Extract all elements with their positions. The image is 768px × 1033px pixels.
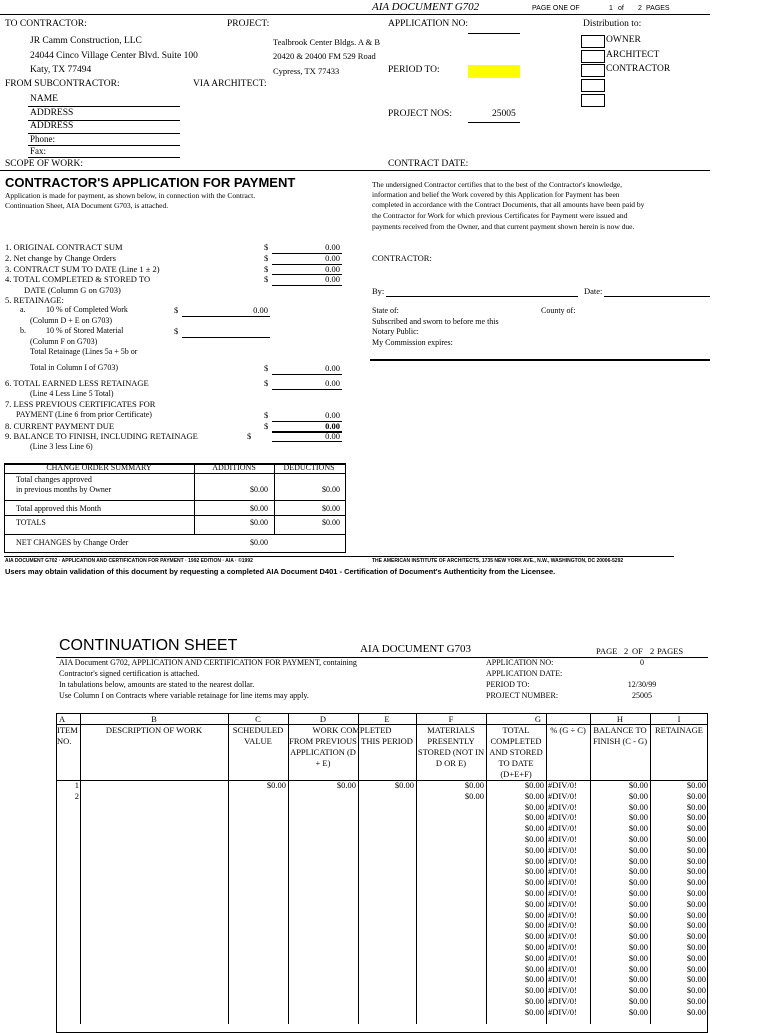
page-label: PAGE ONE OF <box>532 5 580 12</box>
project-label: PROJECT: <box>227 19 270 29</box>
cell-total[interactable]: $0.00 <box>524 942 544 952</box>
co-row2-rule <box>4 515 345 516</box>
co-row3-deductions: $0.00 <box>322 518 340 527</box>
vl-a <box>80 713 81 1024</box>
cell-percent[interactable]: #DIV/0! <box>548 898 577 909</box>
cell-retainage[interactable]: $0.00 <box>686 952 706 963</box>
sub-phone: Phone: <box>30 134 56 144</box>
cell-total[interactable]: $0.00 <box>524 952 544 963</box>
co-row1-a: Total changes approved <box>16 475 92 484</box>
col-head-balance: BALANCE TO FINISH (C - G) <box>592 725 648 746</box>
co-row3-label: TOTALS <box>16 518 46 527</box>
amount-line-5a[interactable]: 0.00 <box>253 305 268 315</box>
scope-rule <box>0 170 710 171</box>
cs-application-no-value: 0 <box>640 658 644 667</box>
sub-name: NAME <box>30 94 58 104</box>
cs-doc-title: AIA DOCUMENT G703 <box>360 643 472 655</box>
cell-retainage[interactable]: $0.00 <box>686 834 706 844</box>
cell-percent[interactable]: #DIV/0! <box>548 812 577 823</box>
vl-d <box>358 713 359 1024</box>
cell-percent[interactable]: #DIV/0! <box>548 931 577 942</box>
amount-line-9-rule <box>272 441 342 442</box>
contractor-sig-label: CONTRACTOR: <box>372 253 432 263</box>
col-head-retainage: RETAINAGE <box>655 725 703 735</box>
co-row3-rule <box>4 534 345 535</box>
co-row4-value: $0.00 <box>250 538 268 547</box>
line-6-label: 6. TOTAL EARNED LESS RETAINAGE <box>5 378 149 388</box>
cell-total[interactable]: $0.00 <box>524 790 544 801</box>
cell-retainage[interactable]: $0.00 <box>686 823 706 834</box>
header-rule <box>0 14 710 15</box>
distribution-contractor: CONTRACTOR <box>606 64 671 74</box>
col-letter-d: D <box>319 714 327 724</box>
cell-balance[interactable]: $0.00 <box>628 888 648 898</box>
cell-balance[interactable]: $0.00 <box>628 812 648 823</box>
cell-percent[interactable]: #DIV/0! <box>548 920 577 931</box>
col-head-total: TOTAL COMPLETED AND STORED TO DATE (D+E+F) <box>489 725 543 779</box>
cert-line-3: completed in accordance with the Contract Documents, that all amounts have been paid by <box>372 200 645 209</box>
cell-percent[interactable]: #DIV/0! <box>548 974 577 985</box>
dollar-8: $ <box>264 421 269 431</box>
footer-rule <box>4 556 674 557</box>
cell-total[interactable]: $0.00 <box>524 898 544 909</box>
cell-percent[interactable]: #DIV/0! <box>548 1006 577 1017</box>
cs-period-to-value: 12/30/99 <box>627 680 657 689</box>
contractor-checkbox[interactable] <box>581 64 605 77</box>
by-label: By: <box>372 286 385 296</box>
line-5b-label: 10 % of Stored Material <box>46 326 124 335</box>
amount-line-5a-rule <box>182 316 270 317</box>
blank-checkbox-1[interactable] <box>581 79 605 92</box>
cell-retainage[interactable]: $0.00 <box>686 855 706 866</box>
page-num: 1 <box>609 5 613 12</box>
col-letter-e: E <box>384 714 390 724</box>
cell-balance[interactable]: $0.00 <box>628 996 648 1006</box>
dollar-6: $ <box>264 378 269 388</box>
line-6-sub: (Line 4 Less Line 5 Total) <box>30 389 114 398</box>
cell-balance[interactable]: $0.00 <box>628 844 648 855</box>
dollar-4: $ <box>264 274 269 284</box>
amount-line-3[interactable]: 0.00 <box>325 264 340 274</box>
cell-total[interactable]: $0.00 <box>524 866 544 877</box>
cell-total[interactable]: $0.00 <box>524 877 544 888</box>
line-2-label: 2. Net change by Change Orders <box>5 253 116 263</box>
cell-materials[interactable]: $0.00 <box>464 790 484 801</box>
page-of: of <box>618 5 624 12</box>
cell-percent[interactable]: #DIV/0! <box>548 942 577 952</box>
scope-of-work-label: SCOPE OF WORK: <box>5 159 83 169</box>
col-letter-f: F <box>448 714 454 724</box>
cs-page-num: 2 <box>624 646 629 656</box>
cs-intro-4: Use Column I on Contracts where variable retainage for line items may apply. <box>59 691 309 700</box>
line-1-label: 1. ORIGINAL CONTRACT SUM <box>5 242 123 252</box>
cell-retainage[interactable]: $0.00 <box>686 942 706 952</box>
cell-retainage[interactable]: $0.00 <box>686 931 706 942</box>
cell-materials[interactable]: $0.00 <box>464 780 484 790</box>
state-of-label: State of: <box>372 306 399 315</box>
col-head-previous: FROM PREVIOUS APPLICATION (D + E) <box>289 736 357 768</box>
col-letter-h: H <box>616 714 624 724</box>
line-9-label: 9. BALANCE TO FINISH, INCLUDING RETAINAGE <box>5 431 198 441</box>
distribution-architect: ARCHITECT <box>606 50 660 60</box>
project-nos-label: PROJECT NOS: <box>388 109 452 119</box>
vl-g <box>546 713 547 1024</box>
co-row1-deductions: $0.00 <box>322 485 340 494</box>
page-total: 2 <box>638 5 642 12</box>
footer-right: THE AMERICAN INSTITUTE OF ARCHITECTS, 1735 NEW YORK AVE., N.W., WASHINGTON, DC 20006-5292 <box>372 558 624 564</box>
cell-previous[interactable]: $0.00 <box>336 780 356 790</box>
cell-total[interactable]: $0.00 <box>524 888 544 898</box>
cs-title: CONTINUATION SHEET <box>59 637 238 654</box>
co-row2-deductions: $0.00 <box>322 504 340 513</box>
project-line-1: Tealbrook Center Bldgs. A & B <box>273 37 381 47</box>
cell-retainage[interactable]: $0.00 <box>686 866 706 877</box>
cell-total[interactable]: $0.00 <box>524 855 544 866</box>
line-3-label: 3. CONTRACT SUM TO DATE (Line 1 ± 2) <box>5 264 160 274</box>
cs-project-number-label: PROJECT NUMBER: <box>486 691 559 700</box>
app-intro-2: Continuation Sheet, AIA Document G703, is attached. <box>5 201 169 210</box>
cell-total[interactable]: $0.00 <box>524 985 544 996</box>
cell-balance[interactable]: $0.00 <box>628 834 648 844</box>
cell-balance[interactable]: $0.00 <box>628 942 648 952</box>
blank-checkbox-2[interactable] <box>581 94 605 107</box>
owner-checkbox[interactable] <box>581 35 605 48</box>
cert-line-5: payments received from the Owner, and that current payment shown herein is now due. <box>372 222 635 231</box>
sig-date-field[interactable] <box>604 296 710 297</box>
cell-retainage[interactable]: $0.00 <box>686 877 706 888</box>
col-head-item: ITEM NO. <box>57 725 78 746</box>
pages-label: PAGES <box>646 5 670 12</box>
cell-balance[interactable]: $0.00 <box>628 790 648 801</box>
cs-period-to-label: PERIOD TO: <box>486 680 530 689</box>
cell-item[interactable]: 1 <box>74 780 79 790</box>
line-5b-letter: b. <box>20 326 26 335</box>
cs-application-date-label: APPLICATION DATE: <box>486 669 563 678</box>
amount-line-4-rule <box>272 285 342 286</box>
line-5-label: 5. RETAINAGE: <box>5 295 64 305</box>
cell-retainage[interactable]: $0.00 <box>686 963 706 974</box>
col-letter-c: C <box>255 714 261 724</box>
amount-line-6[interactable]: 0.00 <box>325 378 340 388</box>
cell-balance[interactable]: $0.00 <box>628 952 648 963</box>
amount-line-2[interactable]: 0.00 <box>325 253 340 263</box>
cell-percent[interactable]: #DIV/0! <box>548 985 577 996</box>
amount-line-7[interactable]: 0.00 <box>325 410 340 420</box>
cell-item[interactable]: 2 <box>74 790 79 801</box>
sub-fax-rule <box>28 157 180 158</box>
cell-balance[interactable]: $0.00 <box>628 920 648 931</box>
co-row3-additions: $0.00 <box>250 518 268 527</box>
line-5c-sub: Total in Column I of G703) <box>30 363 119 372</box>
sub-phone-rule <box>28 145 180 146</box>
co-row2-additions: $0.00 <box>250 504 268 513</box>
co-row2-label: Total approved this Month <box>16 504 101 513</box>
cell-total[interactable]: $0.00 <box>524 780 544 790</box>
cs-page-total: 2 <box>650 646 655 656</box>
cell-retainage[interactable]: $0.00 <box>686 780 706 790</box>
cell-balance[interactable]: $0.00 <box>628 931 648 942</box>
g702-doc-title: AIA DOCUMENT G702 <box>372 1 480 13</box>
notary-label: Notary Public: <box>372 327 419 336</box>
cs-intro-2: Contractor's signed certification is attached. <box>59 669 200 678</box>
cell-total[interactable]: $0.00 <box>524 996 544 1006</box>
co-vline-1 <box>194 463 195 535</box>
validation-note: Users may obtain validation of this document by requesting a completed AIA Document D401 - Certification of Document's Authenticity from the Licensee. <box>5 567 556 576</box>
cell-balance[interactable]: $0.00 <box>628 963 648 974</box>
project-nos-rule <box>468 122 520 123</box>
line-8-label: 8. CURRENT PAYMENT DUE <box>5 421 115 431</box>
line-4-label: 4. TOTAL COMPLETED & STORED TO <box>5 274 151 284</box>
sub-address-1: ADDRESS <box>30 108 74 118</box>
cell-balance[interactable]: $0.00 <box>628 866 648 877</box>
col-head-work-completed: WORK COMPLETED <box>312 725 392 735</box>
cell-percent[interactable]: #DIV/0! <box>548 888 577 898</box>
cs-project-number-value: 25005 <box>632 691 652 700</box>
via-architect-label: VIA ARCHITECT: <box>193 79 267 89</box>
amount-line-5c[interactable]: 0.00 <box>325 363 340 373</box>
cell-percent[interactable]: #DIV/0! <box>548 780 577 790</box>
to-contractor-label: TO CONTRACTOR: <box>5 19 87 29</box>
by-signature-field[interactable] <box>386 296 578 297</box>
cell-total[interactable]: $0.00 <box>524 1006 544 1017</box>
line-5a-sub: (Column D + E on G703) <box>30 316 113 325</box>
application-no-label: APPLICATION NO: <box>388 19 468 29</box>
commission-label: My Commission expires: <box>372 338 453 347</box>
cell-balance[interactable]: $0.00 <box>628 780 648 790</box>
amount-line-6-rule <box>272 389 342 390</box>
cell-balance[interactable]: $0.00 <box>628 877 648 888</box>
cell-retainage[interactable]: $0.00 <box>686 801 706 812</box>
dollar-5c: $ <box>264 363 269 373</box>
contractor-name: JR Camm Construction, LLC <box>30 36 142 46</box>
co-title: CHANGE ORDER SUMMARY <box>46 463 152 472</box>
sub-name-rule <box>28 106 180 107</box>
cell-total[interactable]: $0.00 <box>524 834 544 844</box>
distribution-label: Distribution to: <box>583 19 642 29</box>
co-row1-additions: $0.00 <box>250 485 268 494</box>
dollar-1: $ <box>264 242 269 252</box>
cs-intro-1: AIA Document G702, APPLICATION AND CERTIFICATION FOR PAYMENT, containing <box>59 658 357 667</box>
footer-left: AIA DOCUMENT G702 · APPLICATION AND CERTIFICATION FOR PAYMENT · 1992 EDITION · AIA · ©1992 <box>5 558 253 564</box>
sub-fax: Fax: <box>30 146 47 156</box>
date-label: Date: <box>584 286 603 296</box>
cs-application-no-label: APPLICATION NO: <box>486 658 554 667</box>
col-letter-b: B <box>151 714 157 724</box>
dollar-2: $ <box>264 253 269 263</box>
cell-percent[interactable]: #DIV/0! <box>548 834 577 844</box>
amount-line-4[interactable]: 0.00 <box>325 274 340 284</box>
line-9-sub: (Line 3 less Line 6) <box>30 442 93 451</box>
cell-percent[interactable]: #DIV/0! <box>548 996 577 1006</box>
col-head-this-period: THIS PERIOD <box>361 736 413 746</box>
line-5b-sub: (Column F on G703) <box>30 337 98 346</box>
col-letter-i: I <box>677 714 681 724</box>
project-line-3: Cypress, TX 77433 <box>273 66 340 76</box>
amount-line-9[interactable]: 0.00 <box>325 431 340 441</box>
cell-total[interactable]: $0.00 <box>524 931 544 942</box>
col-head-description: DESCRIPTION OF WORK <box>105 725 203 735</box>
cell-total[interactable]: $0.00 <box>524 909 544 920</box>
co-deductions-head: DEDUCTIONS <box>283 463 335 472</box>
col-head-materials: MATERIALS PRESENTLY STORED (NOT IN D OR E) <box>417 725 485 768</box>
cell-balance[interactable]: $0.00 <box>628 855 648 866</box>
app-intro-1: Application is made for payment, as shown below, in connection with the Contract. <box>5 191 256 200</box>
app-heading: CONTRACTOR'S APPLICATION FOR PAYMENT <box>5 175 296 190</box>
cell-retainage[interactable]: $0.00 <box>686 974 706 985</box>
col-letter-g: G <box>534 714 542 724</box>
county-of-label: County of: <box>541 306 576 315</box>
line-4-sub: DATE (Column G on G703) <box>24 285 121 295</box>
cell-percent[interactable]: #DIV/0! <box>548 909 577 920</box>
cell-retainage[interactable]: $0.00 <box>686 888 706 898</box>
vl-b <box>228 713 229 1024</box>
cert-line-1: The undersigned Contractor certifies that to the best of the Contractor's knowledge, <box>372 180 623 189</box>
co-head-rule <box>4 473 345 474</box>
amount-line-5b-rule <box>182 337 270 338</box>
cell-percent[interactable]: #DIV/0! <box>548 877 577 888</box>
co-row4-label: NET CHANGES by Change Order <box>16 538 129 547</box>
cell-retainage[interactable]: $0.00 <box>686 844 706 855</box>
cell-percent[interactable]: #DIV/0! <box>548 866 577 877</box>
cell-balance[interactable]: $0.00 <box>628 909 648 920</box>
cs-intro-3: In tabulations below, amounts are stated to the nearest dollar. <box>59 680 255 689</box>
cell-balance[interactable]: $0.00 <box>628 898 648 909</box>
cell-retainage[interactable]: $0.00 <box>686 985 706 996</box>
cs-pages-label: PAGES <box>657 646 684 656</box>
co-additions-head: ADDITIONS <box>212 463 256 472</box>
cell-percent[interactable]: #DIV/0! <box>548 963 577 974</box>
contractor-address-2: Katy, TX 77494 <box>30 65 92 75</box>
dollar-7: $ <box>264 410 269 420</box>
cell-retainage[interactable]: $0.00 <box>686 1006 706 1017</box>
contractor-address-1: 24044 Cinco Village Center Blvd. Suite 100 <box>30 51 198 61</box>
cell-retainage[interactable]: $0.00 <box>686 909 706 920</box>
col-head-percent: % (G ÷ C) <box>550 725 586 735</box>
period-to-label: PERIOD TO: <box>388 65 440 75</box>
dollar-5b: $ <box>174 326 179 336</box>
cell-total[interactable]: $0.00 <box>524 823 544 834</box>
signature-block-rule <box>370 359 710 361</box>
cell-retainage[interactable]: $0.00 <box>686 920 706 931</box>
col-letter-a: A <box>59 714 66 724</box>
co-row1-rule <box>4 500 345 501</box>
cell-percent[interactable]: #DIV/0! <box>548 790 577 801</box>
application-no-field[interactable] <box>468 33 520 34</box>
cell-percent[interactable]: #DIV/0! <box>548 801 577 812</box>
period-to-field[interactable] <box>468 65 520 78</box>
sworn-label: Subscribed and sworn to before me this <box>372 317 499 326</box>
cell-scheduled[interactable]: $0.00 <box>266 780 286 790</box>
project-line-2: 20420 & 20400 FM 529 Road <box>273 51 376 61</box>
line-5c-label: Total Retainage (Lines 5a + 5b or <box>30 347 138 356</box>
cs-page-of: OF <box>632 646 643 656</box>
cell-retainage[interactable]: $0.00 <box>686 790 706 801</box>
col-head-scheduled: SCHEDULED VALUE <box>232 725 284 746</box>
cell-total[interactable]: $0.00 <box>524 920 544 931</box>
amount-line-8[interactable]: 0.00 <box>325 421 340 431</box>
cell-this-period[interactable]: $0.00 <box>394 780 414 790</box>
cell-balance[interactable]: $0.00 <box>628 985 648 996</box>
cert-line-4: the Contractor for Work for which previous Certificates for Payment were issued and <box>372 211 628 220</box>
line-7-sub: PAYMENT (Line 6 from prior Certificate) <box>16 410 152 419</box>
distribution-owner: OWNER <box>606 35 641 45</box>
cell-retainage[interactable]: $0.00 <box>686 898 706 909</box>
cell-total[interactable]: $0.00 <box>524 963 544 974</box>
amount-line-1[interactable]: 0.00 <box>325 242 340 252</box>
architect-checkbox[interactable] <box>581 50 605 63</box>
cell-percent[interactable]: #DIV/0! <box>548 855 577 866</box>
cs-page-label: PAGE <box>596 646 618 656</box>
cell-total[interactable]: $0.00 <box>524 812 544 823</box>
line-7-label: 7. LESS PREVIOUS CERTIFICATES FOR <box>5 399 156 409</box>
cell-total[interactable]: $0.00 <box>524 844 544 855</box>
cell-balance[interactable]: $0.00 <box>628 823 648 834</box>
cell-total[interactable]: $0.00 <box>524 974 544 985</box>
cell-balance[interactable]: $0.00 <box>628 974 648 985</box>
amount-line-5c-rule <box>272 374 342 375</box>
dollar-9: $ <box>247 431 252 441</box>
line-5a-letter: a. <box>20 305 26 314</box>
from-subcontractor-label: FROM SUBCONTRACTOR: <box>5 79 120 89</box>
cell-retainage[interactable]: $0.00 <box>686 812 706 823</box>
cell-balance[interactable]: $0.00 <box>628 801 648 812</box>
cert-line-2: information and belief the Work covered by this Application for Payment has been <box>372 190 620 199</box>
cell-total[interactable]: $0.00 <box>524 801 544 812</box>
co-row1-b: in previous months by Owner <box>16 485 112 494</box>
dollar-5a: $ <box>174 305 179 315</box>
cell-retainage[interactable]: $0.00 <box>686 996 706 1006</box>
line-5a-label: 10 % of Completed Work <box>46 305 128 314</box>
dollar-3: $ <box>264 264 269 274</box>
cell-percent[interactable]: #DIV/0! <box>548 952 577 963</box>
sub-address-2: ADDRESS <box>30 121 74 131</box>
project-nos-value: 25005 <box>492 109 516 119</box>
cell-percent[interactable]: #DIV/0! <box>548 823 577 834</box>
contract-date-label: CONTRACT DATE: <box>388 159 469 169</box>
cell-percent[interactable]: #DIV/0! <box>548 844 577 855</box>
cell-balance[interactable]: $0.00 <box>628 1006 648 1017</box>
